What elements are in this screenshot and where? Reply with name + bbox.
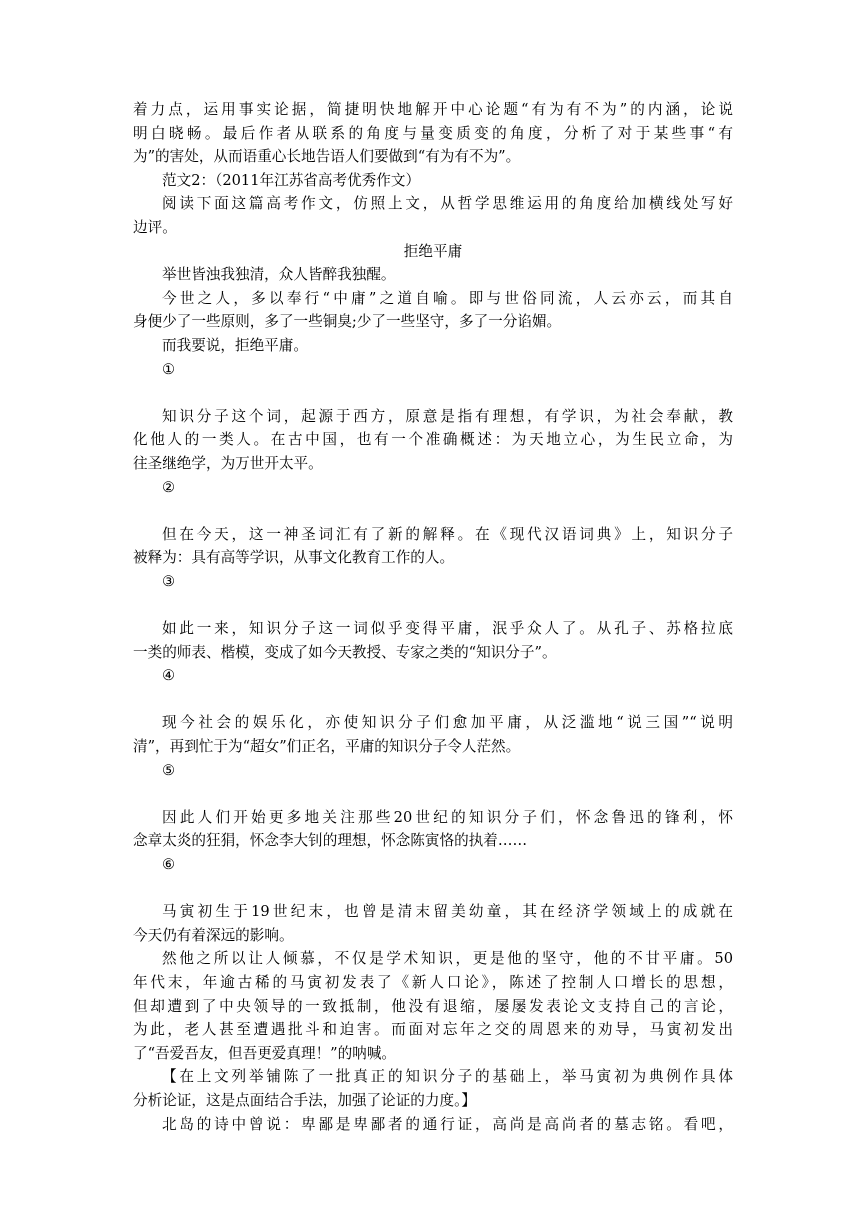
text-line: 然他之所以让人倾慕，不仅是学术知识，更是他的坚守，他的不甘平庸。50 — [162, 950, 733, 968]
comment-marker-6: ⑥ — [162, 856, 176, 873]
text-line: 了“吾爱吾友，但吾更爱真理！”的呐喊。 — [133, 1044, 397, 1062]
text-line: 年代末，年逾古稀的马寅初发表了《新人口论》，陈述了控制人口增长的思想， — [133, 973, 733, 991]
essay-title: 拒绝平庸 — [403, 242, 463, 260]
text-line: 马寅初生于19世纪末，也曾是清末留美幼童，其在经济学领域上的成就在 — [162, 903, 733, 921]
comment-blank-6[interactable] — [133, 877, 733, 901]
text-line: 今世之人，多以奉行“中庸”之道自喻。即与世俗同流，人云亦云，而其自 — [162, 289, 733, 307]
essay-paragraph-2 — [133, 287, 733, 334]
essay-paragraph-8 — [133, 806, 733, 853]
text-line: 但在今天，这一神圣词汇有了新的解释。在《现代汉语词典》上，知识分子 — [162, 525, 733, 543]
essay-paragraph-7 — [133, 711, 733, 758]
essay-paragraph-3: 而我要说，拒绝平庸。 — [162, 336, 308, 354]
text-line: 着力点，运用事实论据，简捷明快地解开中心论题“有为有不为”的内涵，论说 — [133, 101, 733, 118]
text-line: 现今社会的娱乐化，亦使知识分子们愈加平庸，从泛滥地“说三国”“说明 — [162, 714, 733, 732]
text-line: 念章太炎的狂狷，怀念李大钊的理想，怀念陈寅恪的执着…… — [133, 832, 528, 850]
comment-marker-2: ② — [162, 478, 176, 496]
comment-marker-3: ③ — [162, 572, 176, 590]
text-line: 为”的害处，从而语重心长地告语人们要做到“有为有不为”。 — [133, 148, 521, 166]
comment-blank-2[interactable] — [133, 499, 733, 523]
intro-paragraph — [133, 98, 733, 169]
text-line: 【在上文列举铺陈了一批真正的知识分子的基础上，举马寅初为典例作具体 — [162, 1068, 733, 1086]
essay-paragraph-6 — [133, 617, 733, 664]
comment-marker-5: ⑤ — [162, 761, 176, 779]
essay-paragraph-10 — [133, 947, 733, 1065]
text-line: 因此人们开始更多地关注那些20世纪的知识分子们，怀念鲁迅的锋利，怀 — [162, 808, 733, 826]
text-line: 明白晓畅。最后作者从联系的角度与量变质变的角度，分析了对于某些事“有 — [133, 124, 733, 142]
essay-paragraph-9 — [133, 900, 733, 947]
essay-paragraph-1: 举世皆浊我独清，众人皆醉我独醒。 — [162, 266, 396, 284]
sample-heading: 范文2：（2011年江苏省高考优秀作文） — [162, 171, 421, 189]
document-body — [133, 98, 733, 1136]
comment-marker-1: ① — [162, 360, 176, 378]
text-line: 化他人的一类人。在古中国，也有一个准确概述：为天地立心，为生民立命，为 — [133, 431, 733, 449]
comment-blank-3[interactable] — [133, 593, 733, 617]
text-line: 被释为：具有高等学识，从事文化教育工作的人。 — [133, 549, 455, 567]
text-line: 为此，老人甚至遭遇批斗和迫害。而面对忘年之交的周恩来的劝导，马寅初发出 — [133, 1021, 733, 1039]
margin-comment — [133, 1065, 733, 1112]
text-line: 边评。 — [133, 218, 177, 236]
text-line: 知识分子这个词，起源于西方，原意是指有理想，有学识，为社会奉献，教 — [162, 407, 733, 425]
essay-paragraph-5 — [133, 523, 733, 570]
text-line: 一类的师表、楷模，变成了如今天教授、专家之类的“知识分子”。 — [133, 643, 557, 661]
comment-blank-4[interactable] — [133, 688, 733, 712]
text-line: 往圣继绝学，为万世开太平。 — [133, 454, 323, 472]
text-line: 今天仍有着深远的影响。 — [133, 926, 294, 944]
text-line: 清”，再到忙于为“超女”们正名，平庸的知识分子令人茫然。 — [133, 738, 521, 756]
comment-blank-1[interactable] — [133, 381, 733, 405]
comment-marker-4: ④ — [162, 667, 176, 685]
instruction-paragraph — [133, 192, 733, 239]
text-line: 分析论证，这是点面结合手法，加强了论证的力度。】 — [133, 1091, 476, 1109]
essay-paragraph-4 — [133, 405, 733, 476]
comment-blank-5[interactable] — [133, 782, 733, 806]
text-line: 阅读下面这篇高考作文，仿照上文，从哲学思维运用的角度给加横线处写好 — [162, 195, 733, 213]
text-line: 身便少了一些原则，多了一些铜臭;少了一些坚守，多了一分谄媚。 — [133, 313, 562, 331]
text-line: 如此一来，知识分子这一词似乎变得平庸，泯乎众人了。从孔子、苏格拉底 — [162, 620, 733, 638]
text-line: 但却遭到了中央领导的一致抵制，他没有退缩，屡屡发表论文支持自己的言论， — [133, 997, 733, 1015]
essay-paragraph-11: 北岛的诗中曾说：卑鄙是卑鄙者的通行证，高尚是高尚者的墓志铭。看吧， — [162, 1115, 733, 1133]
